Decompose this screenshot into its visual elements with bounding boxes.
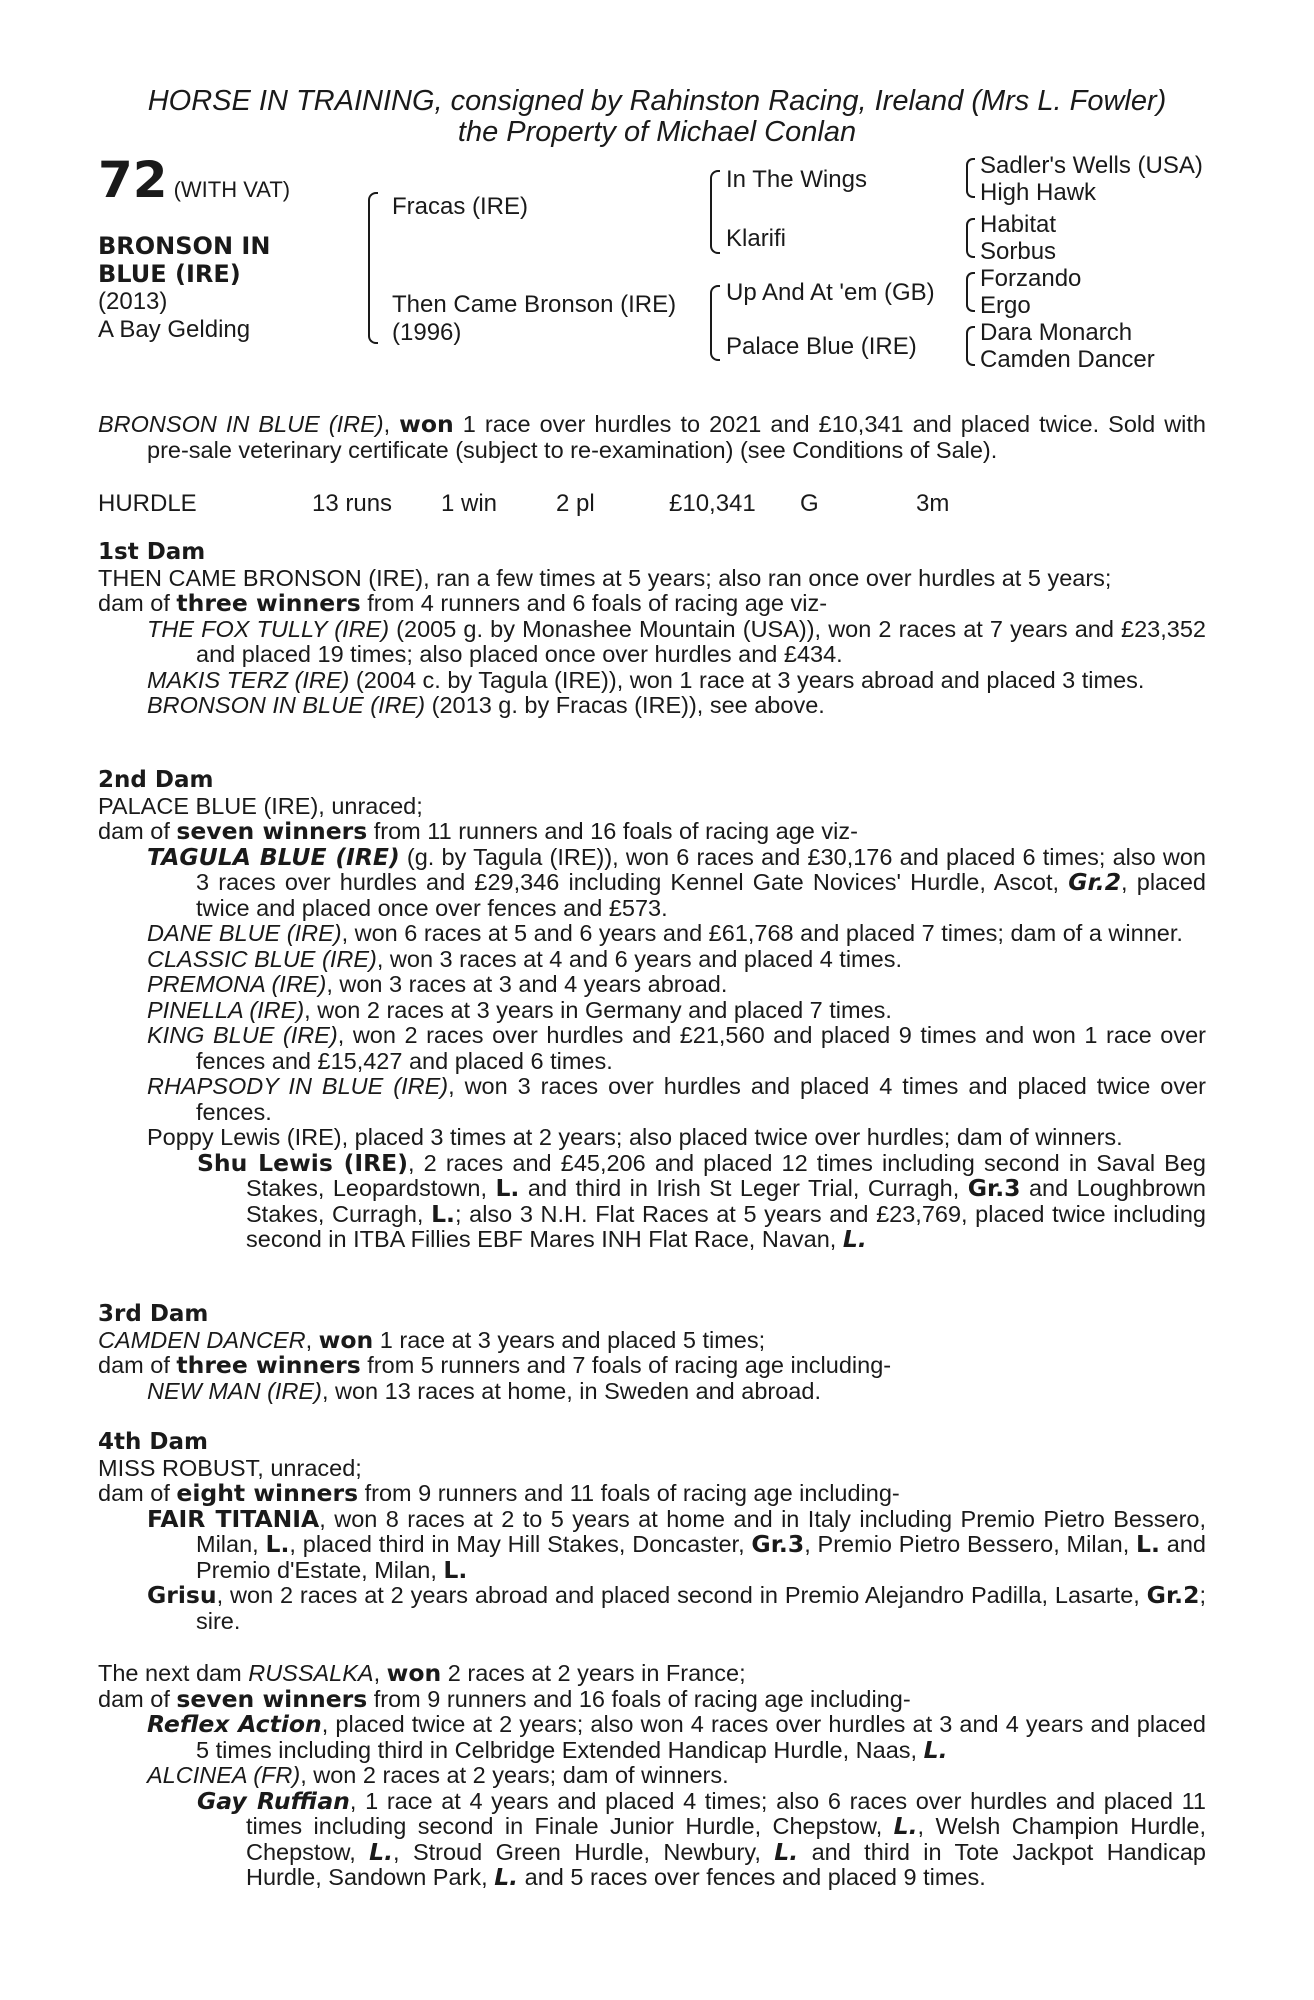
dam2-entry-9: Shu Lewis (IRE), 2 races and £45,206 and placed 12 times including second in Saval Beg Stakes, Leopardstown, L. and third in Irish St Leger Trial, Curragh, Gr.3 and Loughbrown Stakes, Curragh, L.; also 3 N.H. Flat Races at 5 years and £23,769, placed twice including second in ITBA Fillies EBF Mares INH Flat Race, Navan, L. — [197, 1148, 1207, 1253]
section-3rd-dam — [98, 1302, 1206, 1404]
pedigree-ggp-4: Sorbus — [980, 238, 1057, 265]
section-4th-dam — [98, 1430, 1206, 1634]
section-2nd-dam — [98, 768, 1206, 1253]
dam1-entry-3: BRONSON IN BLUE (IRE) (2013 g. by Fracas (IRE)), see above. — [147, 692, 825, 718]
stats-earnings: £10,341 — [669, 490, 756, 517]
pedigree-ggp-1: Sadler's Wells (USA) — [980, 152, 1203, 179]
dam5-line2: dam of seven winners from 9 runners and 16 foals of racing age including- — [98, 1684, 911, 1713]
pedigree-dam: Then Came Bronson (IRE) — [392, 291, 677, 318]
brace-sire — [710, 170, 720, 254]
dam3-line2: dam of three winners from 5 runners and 7 foals of racing age including- — [98, 1351, 892, 1379]
dam2-entry-5: PINELLA (IRE), won 2 races at 3 years in Germany and placed 7 times. — [147, 996, 892, 1023]
pedigree-ggp-3: Habitat — [980, 211, 1057, 238]
brace-dam — [710, 285, 720, 361]
horse-summary: BRONSON IN BLUE (IRE), won 1 race over hurdles to 2021 and £10,341 and placed twice. Sold with pre-sale veterinary certificate (subject to re-examination) (see Conditions of Sale). — [98, 410, 1207, 463]
horse-year: (2013) — [98, 288, 168, 315]
dam2-entry-3: CLASSIC BLUE (IRE), won 3 races at 4 and 6 years and placed 4 times. — [147, 945, 902, 972]
page-subtitle: the Property of Michael Conlan — [457, 116, 857, 148]
dam4-line1: MISS ROBUST, unraced; — [98, 1454, 362, 1481]
lot-header — [98, 150, 290, 210]
horse-name-line2: BLUE (IRE) — [98, 260, 241, 288]
stats-distance: 3m — [916, 490, 950, 517]
pedigree-sire-sire: In The Wings — [726, 166, 867, 193]
dam2-line1: PALACE BLUE (IRE), unraced; — [98, 792, 423, 819]
dam3-heading: 3rd Dam — [98, 1301, 209, 1327]
dam5-entry-3: Gay Ruffian, 1 race at 4 years and placed 4 times; also 6 races over hurdles and placed 11 times including second in Finale Junior Hurdle, Chepstow, L., Welsh Champion Hurdle, Chepstow, L., Stroud Green Hurdle, Newbury, L. and third in Tote Jackpot Handicap Hurdle, Sandown Park, L. and 5 races over fences and placed 9 times. — [197, 1786, 1206, 1891]
dam4-heading: 4th Dam — [98, 1429, 208, 1455]
brace-ggp2 — [966, 218, 975, 258]
lot-number: 72 — [98, 151, 168, 209]
lot-vat: (WITH VAT) — [173, 177, 291, 202]
pedigree-ggp-7: Dara Monarch — [980, 319, 1133, 346]
horse-description: A Bay Gelding — [98, 316, 251, 343]
stats-runs: 13 runs — [312, 490, 393, 517]
dam4-entry-2: Grisu, won 2 races at 2 years abroad and placed second in Premio Alejandro Padilla, Lasarte, Gr.2; sire. — [147, 1581, 1206, 1634]
dam4-line2: dam of eight winners from 9 runners and 11 foals of racing age including- — [98, 1479, 900, 1507]
dam4-entry-1: FAIR TITANIA, won 8 races at 2 to 5 years at home and in Italy including Premio Pietro Bessero, Milan, L., placed third in May Hill Stakes, Doncaster, Gr.3, Premio Pietro Bessero, Milan, L. and Premio d'Estate, Milan, L. — [147, 1504, 1206, 1584]
brace-ggp4 — [966, 326, 975, 366]
dam2-entry-8: Poppy Lewis (IRE), placed 3 times at 2 years; also placed twice over hurdles; dam of winners. — [147, 1124, 1123, 1150]
summary-name: BRONSON IN BLUE (IRE) — [98, 411, 384, 437]
dam5-line1: The next dam RUSSALKA, won 2 races at 2 years in France; — [98, 1659, 746, 1687]
dam5-entry-1: Reflex Action, placed twice at 2 years; also won 4 races over hurdles at 3 and 4 years and placed 5 times including third in Celbridge Extended Handicap Hurdle, Naas, L. — [147, 1710, 1207, 1764]
stats-type: HURDLE — [98, 490, 197, 517]
pedigree-dam-dam: Palace Blue (IRE) — [726, 333, 917, 360]
section-next-dam — [98, 1661, 1206, 1891]
horse-details — [98, 232, 270, 344]
brace-ggp3 — [966, 272, 975, 312]
dam1-line1: THEN CAME BRONSON (IRE), ran a few times at 5 years; also ran once over hurdles at 5 years; — [98, 564, 1112, 591]
pedigree-dam-year: (1996) — [392, 319, 462, 346]
summary-text: 1 race over hurdles to 2021 and £10,341 and placed twice. Sold with pre-sale veterinary certificate (subject to re-examination) (see Conditions of Sale). — [147, 411, 1207, 463]
stats-placed: 2 pl — [556, 490, 595, 517]
page-title: HORSE IN TRAINING, consigned by Rahinston Racing, Ireland (Mrs L. Fowler) — [147, 85, 1167, 117]
dam2-heading: 2nd Dam — [98, 767, 214, 793]
stats-wins: 1 win — [441, 490, 498, 517]
pedigree-ggp-6: Ergo — [980, 292, 1031, 319]
brace-ggp1 — [966, 158, 975, 198]
pedigree-ggp-5: Forzando — [980, 265, 1082, 292]
horse-name-line1: BRONSON IN — [98, 232, 271, 260]
dam2-entry-2: DANE BLUE (IRE), won 6 races at 5 and 6 years and £61,768 and placed 7 times; dam of a winner. — [147, 920, 1183, 946]
pedigree-sire-dam: Klarifi — [726, 225, 787, 252]
dam1-line2: dam of three winners from 4 runners and 6 foals of racing age viz- — [98, 589, 828, 617]
pedigree-dam-sire: Up And At 'em (GB) — [726, 279, 935, 306]
section-1st-dam — [98, 540, 1206, 719]
summary-won: won — [399, 410, 454, 438]
dam1-heading: 1st Dam — [98, 539, 206, 565]
pedigree-sire: Fracas (IRE) — [392, 193, 529, 220]
dam2-entry-7: RHAPSODY IN BLUE (IRE), won 3 races over hurdles and placed 4 times and placed twice over fences. — [147, 1073, 1206, 1125]
pedigree-ggp-8: Camden Dancer — [980, 346, 1155, 373]
dam5-entry-2: ALCINEA (FR), won 2 races at 2 years; dam of winners. — [147, 1762, 729, 1788]
dam1-entry-1: THE FOX TULLY (IRE) (2005 g. by Monashee Mountain (USA)), won 2 races at 7 years and £23,352 and placed 19 times; also placed once over hurdles and £434. — [147, 615, 1206, 667]
dam3-entry-1: NEW MAN (IRE), won 13 races at home, in Sweden and abroad. — [147, 1377, 821, 1404]
brace-main — [368, 192, 378, 344]
pedigree-ggp-2: High Hawk — [980, 179, 1097, 206]
stats-going: G — [800, 490, 819, 517]
dam2-entry-6: KING BLUE (IRE), won 2 races over hurdles and £21,560 and placed 9 times and won 1 race over fences and £15,427 and placed 6 times. — [147, 1022, 1206, 1074]
dam2-line2: dam of seven winners from 11 runners and 16 foals of racing age viz- — [98, 817, 858, 845]
dam2-entry-4: PREMONA (IRE), won 3 races at 3 and 4 years abroad. — [147, 971, 728, 997]
dam2-entry-1: TAGULA BLUE (IRE) (g. by Tagula (IRE)), won 6 races and £30,176 and placed 6 times; also won 3 races over hurdles and £29,346 including Kennel Gate Novices' Hurdle, Ascot, Gr.2, placed twice and placed once over fences and £573. — [147, 842, 1206, 921]
dam3-line1: CAMDEN DANCER, won 1 race at 3 years and placed 5 times; — [98, 1325, 766, 1354]
dam1-entry-2: MAKIS TERZ (IRE) (2004 c. by Tagula (IRE)), won 1 race at 3 years abroad and placed 3 times. — [147, 666, 1145, 693]
